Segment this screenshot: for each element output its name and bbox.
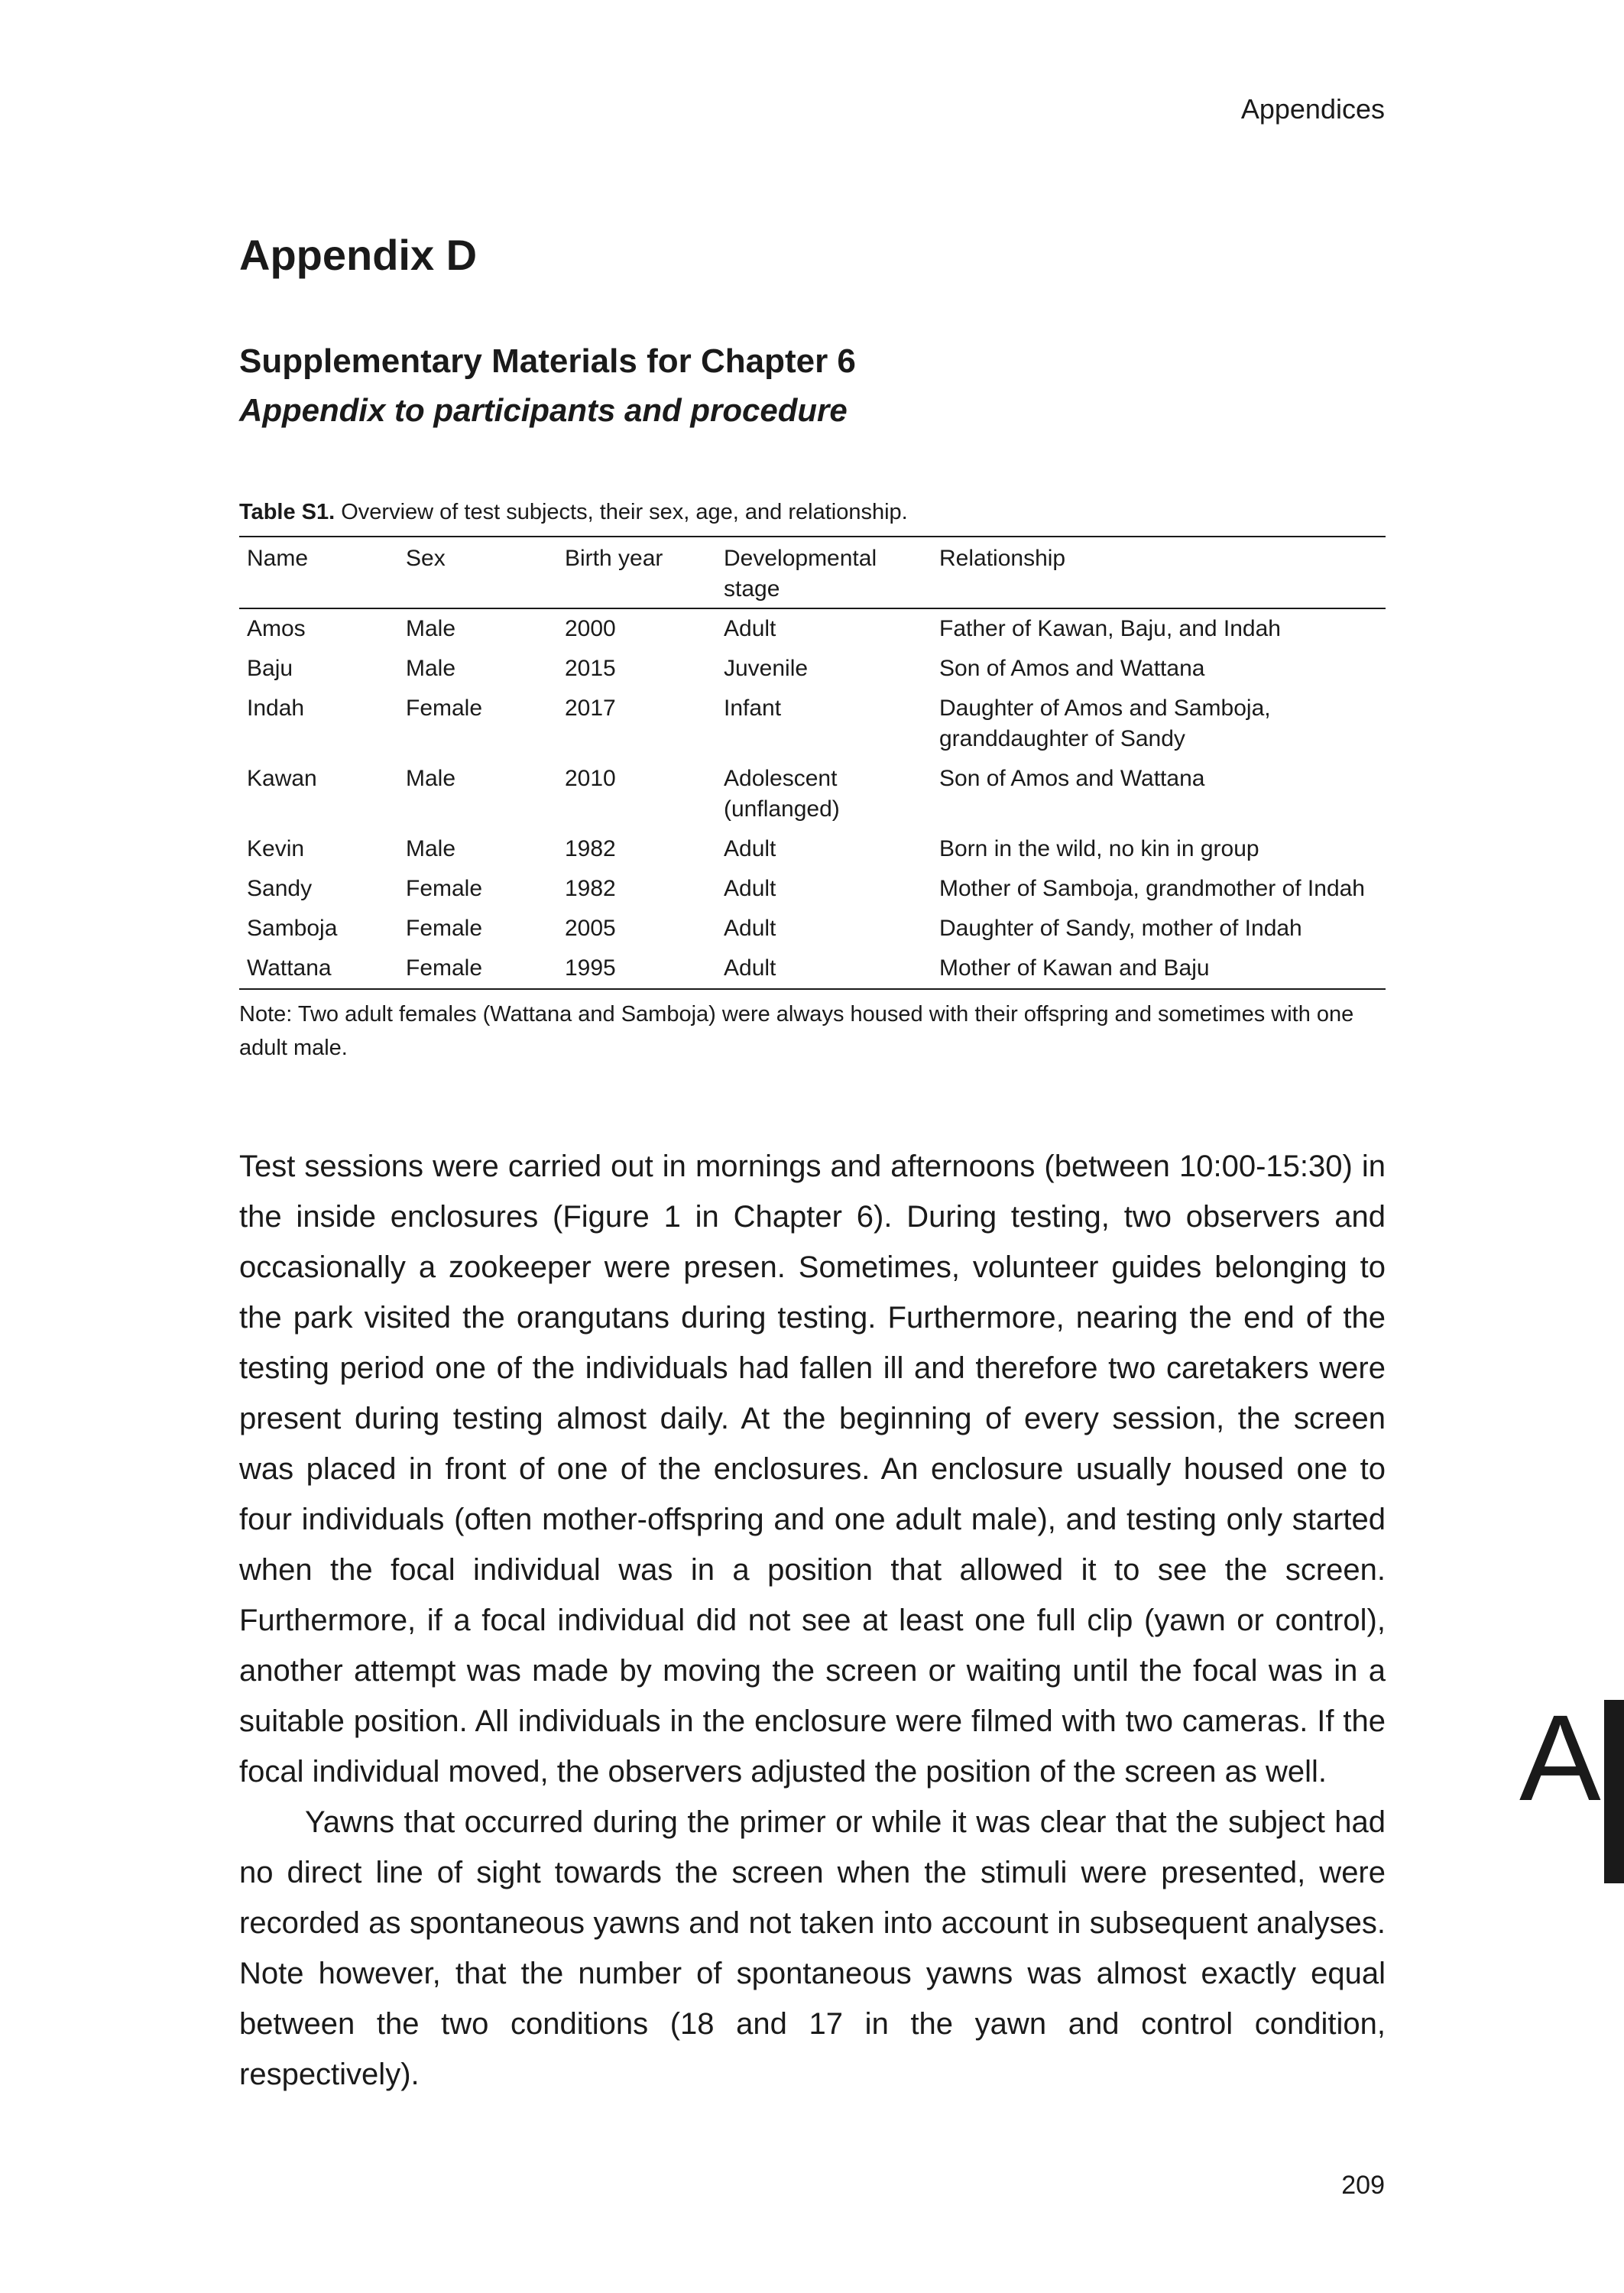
cell-birth-year: 2017	[565, 696, 616, 722]
cell-birth-year: 2000	[565, 616, 616, 642]
table-caption-label: Table S1.	[239, 500, 335, 525]
cell-developmental-stage: Adolescent (unflanged)	[724, 766, 840, 822]
subjects-table	[239, 536, 1386, 990]
cell-developmental-stage: Adult	[724, 836, 776, 862]
cell-name: Wattana	[247, 955, 332, 981]
paragraph: Yawns that occurred during the primer or while it was clear that the subject had no direct line of sight towards the screen when the stimuli were presented, were recorded as spontaneous yawns and not taken into account in subsequent analyses. Note however, that the number of spontaneous yawns was almost exactly equal between the two conditions (18 and 17 in the yawn and control condition, respectively).	[239, 1805, 1386, 2092]
section-subtitle: Appendix to participants and procedure	[239, 391, 848, 428]
table-row	[239, 649, 1386, 689]
cell-developmental-stage: Juvenile	[724, 656, 809, 682]
page-number: 209	[1341, 2171, 1385, 2200]
thumb-tab-bar	[1604, 1700, 1624, 1883]
cell-sex: Female	[406, 696, 483, 722]
table-caption-text: Overview of test subjects, their sex, age, and relationship.	[335, 500, 908, 525]
cell-developmental-stage: Adult	[724, 916, 776, 942]
table-row	[239, 829, 1386, 869]
cell-sex: Male	[406, 836, 456, 862]
table-row	[239, 608, 1386, 649]
cell-developmental-stage: Adult	[724, 616, 776, 642]
cell-relationship: Son of Amos and Wattana	[939, 766, 1205, 792]
table-row	[239, 869, 1386, 909]
column-header-sex: Sex	[406, 546, 446, 572]
cell-sex: Female	[406, 916, 483, 942]
cell-birth-year: 1995	[565, 955, 616, 981]
cell-name: Kawan	[247, 766, 317, 792]
cell-name: Baju	[247, 656, 293, 682]
table-row	[239, 949, 1386, 989]
cell-developmental-stage: Adult	[724, 955, 776, 981]
table-row	[239, 759, 1386, 829]
cell-developmental-stage: Adult	[724, 876, 776, 902]
cell-birth-year: 2005	[565, 916, 616, 942]
cell-developmental-stage: Infant	[724, 696, 782, 722]
cell-sex: Male	[406, 766, 456, 792]
section-title: Supplementary Materials for Chapter 6	[239, 342, 856, 381]
cell-relationship: Mother of Kawan and Baju	[939, 955, 1210, 981]
table-note: Note: Two adult females (Wattana and Samboja) were always housed with their offspring and sometimes with one adult male.	[239, 1002, 1354, 1061]
column-header-name: Name	[247, 546, 309, 572]
table-row	[239, 689, 1386, 759]
cell-name: Sandy	[247, 876, 313, 902]
cell-relationship: Daughter of Sandy, mother of Indah	[939, 916, 1302, 942]
cell-relationship: Born in the wild, no kin in group	[939, 836, 1259, 862]
appendix-title: Appendix D	[239, 231, 478, 279]
cell-relationship: Mother of Samboja, grandmother of Indah	[939, 876, 1365, 902]
column-header-relationship: Relationship	[939, 546, 1066, 572]
cell-birth-year: 1982	[565, 876, 616, 902]
cell-sex: Male	[406, 616, 456, 642]
table-header-row	[239, 537, 1386, 608]
running-head: Appendices	[1240, 93, 1385, 125]
cell-sex: Female	[406, 876, 483, 902]
cell-name: Kevin	[247, 836, 305, 862]
body-text	[239, 1141, 1386, 2100]
cell-name: Indah	[247, 696, 305, 722]
thumb-tab-letter: A	[1519, 1689, 1601, 1826]
column-header-developmental-stage: Developmental stage	[724, 546, 877, 602]
cell-relationship: Daughter of Amos and Samboja, granddaughter of Sandy	[939, 696, 1271, 752]
cell-birth-year: 2010	[565, 766, 616, 792]
cell-name: Samboja	[247, 916, 338, 942]
cell-name: Amos	[247, 616, 306, 642]
cell-birth-year: 2015	[565, 656, 616, 682]
cell-birth-year: 1982	[565, 836, 616, 862]
table-row	[239, 909, 1386, 949]
cell-sex: Female	[406, 955, 483, 981]
cell-sex: Male	[406, 656, 456, 682]
paragraph: Test sessions were carried out in mornings and afternoons (between 10:00-15:30) in the inside enclosures (Figure 1 in Chapter 6). During testing, two observers and occasionally a zookeeper were presen. Sometimes, volunteer guides belonging to the park visited the orangutans during testing. Furthermore, nearing the end of the testing period one of the individuals had fallen ill and therefore two caretakers were present during testing almost daily. At the beginning of every session, the screen was placed in front of one of the enclosures. An enclosure usually housed one to four individuals (often mother-offspring and one adult male), and testing only started when the focal individual was in a position that allowed it to see the screen. Furthermore, if a focal individual did not see at least one full clip (yawn or control), another attempt was made by moving the screen or waiting until the focal was in a suitable position. All individuals in the enclosure were filmed with two cameras. If the focal individual moved, the observers adjusted the position of the screen as well.	[239, 1150, 1386, 1789]
cell-relationship: Son of Amos and Wattana	[939, 656, 1205, 682]
table-caption	[239, 500, 1386, 525]
page-content	[239, 229, 1386, 2100]
column-header-birth-year: Birth year	[565, 546, 663, 572]
cell-relationship: Father of Kawan, Baju, and Indah	[939, 616, 1281, 642]
